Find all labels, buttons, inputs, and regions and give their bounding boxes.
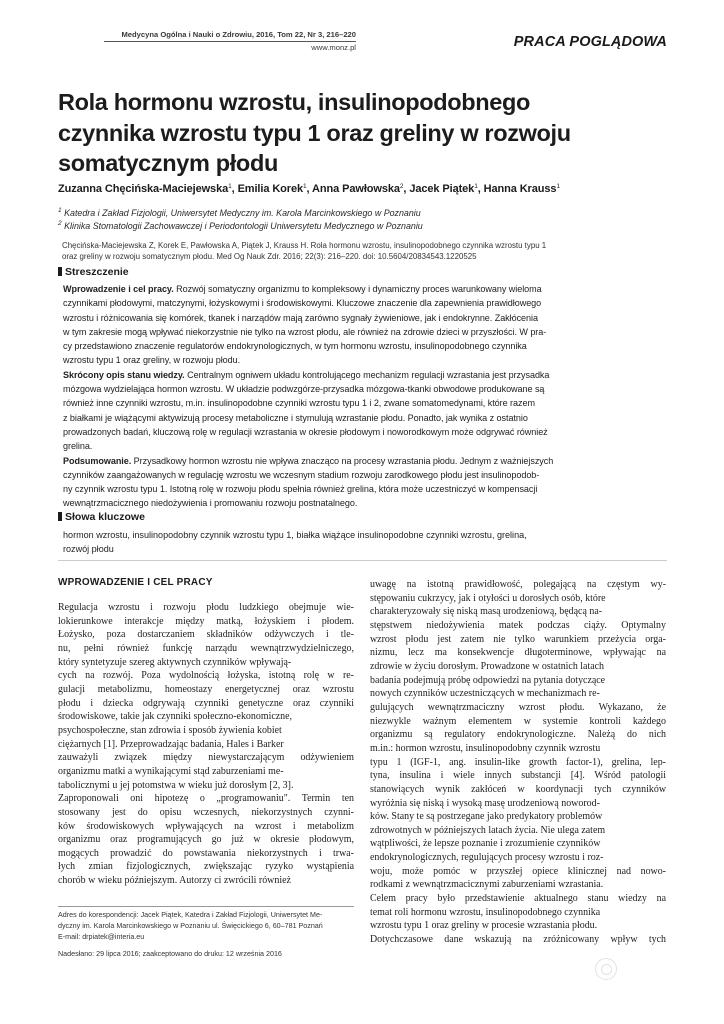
abstract-line-text: ny czynnik wzrostu typu 1. Istotną rolę w rozwoju płodu spełnia również grelina, która może uczestniczyć w kompensacji xyxy=(63,484,538,495)
abstract-line xyxy=(63,411,667,425)
article-category: PRACA POGLĄDOWA xyxy=(513,34,667,50)
submission-dates: Nadesłano: 29 lipca 2016; zaakceptowano do druku: 12 września 2016 xyxy=(58,950,282,958)
correspondence-footnote xyxy=(58,910,354,943)
publisher-watermark-icon xyxy=(595,958,617,980)
body-text-line: środowiskowe, takie jak czynniki społeczno-ekonomiczne, xyxy=(58,711,293,723)
abstract-line-text: również inne czynniki wzrostu, m.in. insulinopodobne czynniki wzrostu typu 1 i 2, zwane somatomedynami, które razem xyxy=(63,398,535,409)
abstract-line xyxy=(63,296,667,310)
abstract-line xyxy=(63,325,667,339)
abstract-line-text: prowadzonych badań, kluczową rolę w regulacji wzrastania w okresie płodowym i noworodkowym może odgrywać również xyxy=(63,426,548,437)
body-text-line: stępowaniu cukrzycy, jak i otyłości u dorosłych osób, które xyxy=(370,592,606,604)
abstract-line xyxy=(63,468,667,482)
abstract-line-text: w tym zakresie mogą wpływać niekorzystnie nie tylko na wzrost płodu, ale również na zdrowie dzieci w przyszłości. W pra- xyxy=(63,326,547,337)
abstract-body xyxy=(63,282,667,511)
keywords-line: rozwój płodu xyxy=(63,543,114,554)
abstract-line xyxy=(63,368,667,382)
abstract-section-lead: Wprowadzenie i cel pracy. xyxy=(63,284,174,294)
body-text-line: badania podejmują próbę odpowiedzi na pytania dotyczące xyxy=(370,674,606,686)
abstract-line-text: z białkami je wiążącymi aktywizują procesy metaboliczne i stymulują wzrastanie płodu. Ponadto, jak wynika z ostatnio xyxy=(63,412,528,423)
body-text-line: tabolicznymi u jej potomstwa w wieku już dorosłym [2, 3]. xyxy=(58,779,294,791)
abstract-line-text: czynników zaangażowanych w regulację wzrostu we wczesnym stadium rozwoju zarodkowego płodu jest insulinopodob- xyxy=(63,469,540,480)
author-affiliation-mark: 1 xyxy=(228,183,232,190)
abstract-line xyxy=(63,439,667,453)
body-text-line: psychospołeczne, stan zdrowia i sposób żywienia kobiet xyxy=(58,724,282,736)
body-text-line: cych na rozwój. Poza wydolnością łożyska, istotną rolę w re- xyxy=(58,670,354,682)
author-name: Zuzanna Chęcińska-Maciejewska xyxy=(58,183,229,195)
abstract-line-text: czynnikami płodowymi, matczynymi, łożyskowymi i środowiskowymi. Kluczowe znaczenie dla zapewnienia prawidłowego xyxy=(63,298,542,309)
abstract-section-lead: Podsumowanie. xyxy=(63,455,132,466)
citation-line: oraz greliny w rozwoju somatycznym płodu. Med Og Nauk Zdr. 2016; 22(3): 216–220. doi: 10.5604/20834543.1220525 xyxy=(62,252,477,261)
body-text-line: woju, może pomóc w przyszłej opiece klinicznej nad nowo- xyxy=(370,865,666,877)
body-text-line: nu, pełni również funkcję narządu wewnątrzwydzielniczego, xyxy=(58,642,354,654)
abstract-line xyxy=(63,353,667,367)
keywords-body xyxy=(63,529,667,556)
body-text-line: rodkami z wewnątrzmacicznymi zaburzeniami wzrastania. xyxy=(370,879,604,891)
body-text-line: endokrynologicznych, regulujących procesy wzrostu i roz- xyxy=(370,852,604,864)
abstract-heading-text: Streszczenie xyxy=(65,266,129,278)
body-text-line: wyróżnia się niską i wysoką masę urodzeniową noworod- xyxy=(370,797,600,809)
citation-line: Chęcińska-Maciejewska Z, Korek E, Pawłowska A, Piątek J, Krauss H. Rola hormonu wzrostu, insulinopodobnego czynnika wzrostu typu 1 xyxy=(62,241,547,250)
abstract-line xyxy=(63,425,667,439)
abstract-line-text: grelina. xyxy=(63,441,93,452)
abstract-line-text: wzrostu i różnicowania się komórek, tkanek i narządów mają zarówno sygnały żywieniowe, jak i endokrynne. Zakłócenia xyxy=(63,312,538,323)
introduction-heading: WPROWADZENIE I CEL PRACY xyxy=(58,577,213,588)
body-text-line: gulacji metabolizmu, homeostazy energetycznej oraz wzrostu xyxy=(58,683,354,695)
abstract-separator xyxy=(58,560,667,561)
keywords-heading xyxy=(58,511,145,523)
body-text-line: zdrowotnych w późniejszych latach życia. Nie ulega zatem xyxy=(370,824,606,836)
body-text-line: mogących prowadzić do powstawania niekorzystnych i trwa- xyxy=(58,847,354,859)
article-title xyxy=(58,87,678,179)
abstract-line xyxy=(63,396,667,410)
body-text-line: wzrostu typu 1 oraz greliny w procesie wzrastania płodu. xyxy=(370,920,598,932)
abstract-line xyxy=(63,382,667,396)
body-text-line: temat roli hormonu wzrostu, insulinopodobnego czynnika xyxy=(370,906,601,918)
section-marker xyxy=(58,267,62,276)
footnote-rule xyxy=(58,906,354,907)
author-name: Anna Pawłowska xyxy=(312,183,400,195)
body-text-line: organizmu są regulatory endokrynologiczne. Należą do nich xyxy=(370,729,666,741)
title-line: Rola hormonu wzrostu, insulinopodobnego xyxy=(58,89,530,115)
author-affiliation-mark: 1 xyxy=(474,183,478,190)
body-text-line: niezwykle ważnym elementem w systemie kontroli każdego xyxy=(370,715,666,727)
affiliation xyxy=(58,220,678,231)
body-text-line: wątpliwości, że lepsze poznanie i zrozumienie czynników xyxy=(370,838,601,850)
citation-block xyxy=(62,240,667,262)
abstract-line xyxy=(63,282,667,296)
body-text-line: który syntetyzuje szereg aktywnych czynników wpływają- xyxy=(58,656,292,668)
journal-website[interactable]: www.monz.pl xyxy=(311,43,356,52)
body-text-line: organizmu oraz programujących go już w okresie płodowym, xyxy=(58,834,354,846)
body-column-left xyxy=(58,601,354,888)
journal-citation-header: Medycyna Ogólna i Nauki o Zdrowiu, 2016, Tom 22, Nr 3, 216–220 xyxy=(121,30,356,39)
body-text-line: charakteryzowały się niską masą urodzeniową, będącą na- xyxy=(370,606,603,618)
body-text-line: łych zmian fizjologicznych, zwiększając ryzyko wystąpienia xyxy=(58,861,354,873)
body-text-line: Zaproponowali oni hipotezę o „programowaniu". Termin ten xyxy=(58,793,354,805)
abstract-line-text: wzrostu typu 1 oraz greliny, w rozwoju płodu. xyxy=(63,355,241,366)
abstract-line-text: wewnątrzmacicznego niedożywienia i promowaniu rozwoju postnatalnego. xyxy=(63,498,358,509)
body-text-line: lokierunkowe interakcje między matką, łożyskiem i płodem. xyxy=(58,615,354,627)
body-text-line: Celem pracy było przedstawienie aktualnego stanu wiedzy na xyxy=(370,893,666,905)
title-line: somatycznym płodu xyxy=(58,150,278,176)
body-text-line: nizmu, lecz ma konsekwencje długoterminowe, wpływając na xyxy=(370,647,666,659)
affiliation-text: Katedra i Zakład Fizjologii, Uniwersytet Medyczny im. Karola Marcinkowskiego w Poznaniu xyxy=(64,208,421,218)
abstract-line-text: Rozwój somatyczny organizmu to kompleksowy i dynamiczny proces warunkowany wieloma xyxy=(173,284,542,294)
author-affiliation-mark: 2 xyxy=(399,183,404,190)
footnote-line: Adres do korespondencji: Jacek Piątek, Katedra i Zakład Fizjologii, Uniwersytet Me- xyxy=(58,911,323,919)
body-text-line: zauważyli związek między niewystarczającym odżywieniem xyxy=(58,752,354,764)
body-text-line: uwagę na istotną prawidłowość, polegającą na częstym wy- xyxy=(370,579,666,590)
section-marker xyxy=(58,512,62,521)
abstract-line xyxy=(63,311,667,325)
body-text-line: stosowany jest do opisu wczesnych, niekorzystnych czynni- xyxy=(58,806,354,818)
body-text-line: ków środowiskowych wpływających na wzrost i metabolizm xyxy=(58,820,354,832)
abstract-line xyxy=(63,339,667,353)
author-affiliation-mark: 1 xyxy=(303,183,307,190)
body-text-line: chorób w wieku późniejszym. Autorzy ci zwrócili również xyxy=(58,875,291,887)
body-text-line: gulujących wewnątrzmaciczny wzrost płodu. Wykazano, że xyxy=(370,701,666,713)
abstract-line xyxy=(63,482,667,496)
abstract-section-lead: Skrócony opis stanu wiedzy. xyxy=(63,369,185,380)
body-text-line: tyna, insulina i wiele innych substancji [4]. Wśród patologii xyxy=(370,770,666,782)
body-text-line: wzrost płodu jest zatem nie tylko warunkiem przeżycia orga- xyxy=(370,633,666,645)
affiliation-text: Klinika Stomatologii Zachowawczej i Periodontologii Uniwersytetu Medycznego w Poznaniu xyxy=(64,221,423,231)
keywords-line: hormon wzrostu, insulinopodobny czynnik wzrostu typu 1, białka wiążące insulinopodobne czynniki wzrostu, grelina, xyxy=(63,530,527,540)
body-text-line: m.in.: hormon wzrostu, insulinopodobny czynnik wzrostu xyxy=(370,742,601,754)
body-text-line: nowych czynników uczestniczących w mechanizmach re- xyxy=(370,688,600,700)
body-text-line: organizmu matki a wynikającymi stąd zaburzeniami me- xyxy=(58,765,284,777)
abstract-line-text: Przysadkowy hormon wzrostu nie wpływa znacząco na procesy wzrastania płodu. Jednym z ważniejszych xyxy=(131,455,554,466)
body-text-line: ków. Stany te są postrzegane jako predykatory problemów xyxy=(370,811,603,823)
affiliation xyxy=(58,207,678,218)
abstract-line xyxy=(63,496,667,510)
author-name: Emilia Korek xyxy=(237,183,304,195)
author-list: Zuzanna Chęcińska-Maciejewska$^1$, Emilia Korek$^1$, Anna Pawłowska$^2$, Jacek Piątek$^1$, Hanna Krauss$^1$ xyxy=(58,183,560,195)
body-text-line: Dotychczasowe dane wskazują na zróżnicowany wpływ tych xyxy=(370,934,666,946)
affiliation-number: 1 xyxy=(58,207,62,214)
body-text-line: zdrowie w życiu dorosłym. Prowadzone w ostatnich latach xyxy=(370,660,605,672)
abstract-line-text: mózgowa wydzielająca hormon wzrostu. W układzie podwzgórze-przysadka mózgowa-tkanki obwodowe produkowane są xyxy=(63,384,545,395)
abstract-heading xyxy=(58,266,129,278)
author-name: Hanna Krauss xyxy=(483,183,557,195)
body-text-line: płodu i dziecka odgrywają czynniki genetyczne oraz czynniki xyxy=(58,697,354,709)
body-text-line: typu 1 (IGF-1, ang. insulin-like growth factor-1), grelina, lep- xyxy=(370,756,666,768)
body-text-line: ciężarnych [1]. Przeprowadzając badania, Hales i Barker xyxy=(58,738,284,750)
keywords-heading-text: Słowa kluczowe xyxy=(65,511,145,523)
abstract-line-text: cy przedstawiono znaczenie regulatorów endokrynologicznych, w tym hormonu wzrostu, insulinopodobnego czynnika xyxy=(63,341,527,352)
body-column-right xyxy=(370,578,666,947)
author-name: Jacek Piątek xyxy=(409,183,475,195)
title-line: czynnika wzrostu typu 1 oraz greliny w rozwoju xyxy=(58,119,571,146)
affiliation-number: 2 xyxy=(58,220,62,227)
body-text-line: stanowiących wynik zakłóceń w koordynacji tych czynników xyxy=(370,783,666,795)
body-text-line: stępstwem niedożywienia matek podczas ciąży. Optymalny xyxy=(370,619,666,631)
footnote-line: E-mail: drpiatek@interia.eu xyxy=(58,933,145,941)
abstract-line-text: Centralnym ogniwem układu kontrolującego mechanizm regulacji wzrastania jest przysadka xyxy=(184,369,550,380)
abstract-line xyxy=(63,454,667,468)
header-rule xyxy=(104,41,356,42)
author-affiliation-mark: 1 xyxy=(556,183,560,190)
body-text-line: Łożysko, poza dostarczaniem składników odżywczych i tle- xyxy=(58,629,354,641)
body-text-line: Regulacja wzrostu i rozwoju płodu ludzkiego obejmuje wie- xyxy=(58,602,354,613)
footnote-line: dyczny im. Karola Marcinkowskiego w Poznaniu ul. Święcickiego 6, 60–781 Poznań xyxy=(58,922,323,930)
